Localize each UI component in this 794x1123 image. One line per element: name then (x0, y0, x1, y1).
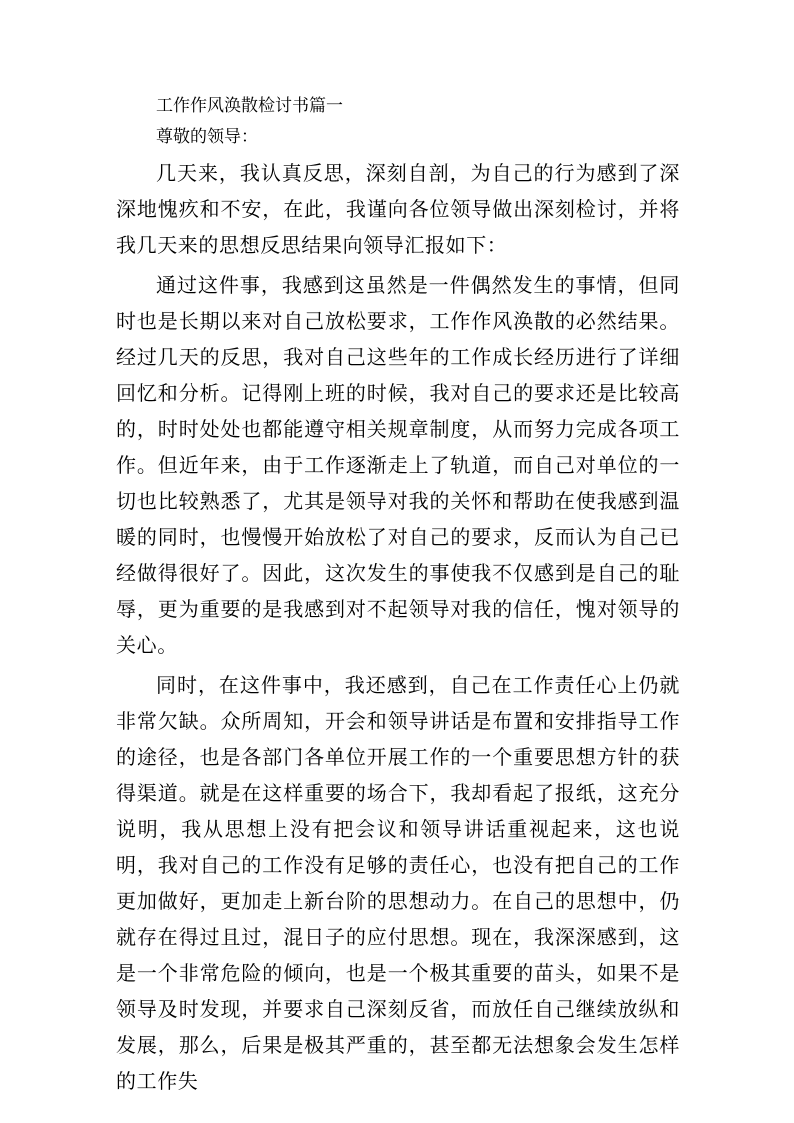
paragraph-2: 通过这件事，我感到这虽然是一件偶然发生的事情，但同时也是长期以来对自己放松要求，工作作风涣散的必然结果。经过几天的反思，我对自己这些年的工作成长经历进行了详细回忆和分析。记得刚上班的时候，我对自己的要求还是比较高的，时时处处也都能遵守相关规章制度，从而努力完成各项工作。但近年来，由于工作逐渐走上了轨道，而自己对单位的一切也比较熟悉了，尤其是领导对我的关怀和帮助在使我感到温暖的同时，也慢慢开始放松了对自己的要求，反而认为自己已经做得很好了。因此，这次发生的事使我不仅感到是自己的耻辱，更为重要的是我感到对不起领导对我的信任，愧对领导的关心。 (116, 273, 680, 657)
paragraph-3: 同时，在这件事中，我还感到，自己在工作责任心上仍就非常欠缺。众所周知，开会和领导讲话是布置和安排指导工作的途径，也是各部门各单位开展工作的一个重要思想方针的获得渠道。就是在这样重要的场合下，我却看起了报纸，这充分说明，我从思想上没有把会议和领导讲话重视起来，这也说明，我对自己的工作没有足够的责任心，也没有把自己的工作更加做好，更加走上新台阶的思想动力。在自己的思想中，仍就存在得过且过，混日子的应付思想。现在，我深深感到，这是一个非常危险的倾向，也是一个极其重要的苗头，如果不是领导及时发现，并要求自己深刻反省，而放任自己继续放纵和发展，那么，后果是极其严重的，甚至都无法想象会发生怎样的工作失 (116, 673, 680, 1093)
document-title: 工作作风涣散检讨书篇一 (156, 96, 343, 116)
salutation: 尊敬的领导： (156, 127, 258, 147)
document-body (116, 92, 680, 1099)
paragraph-1: 几天来，我认真反思，深刻自剖，为自己的行为感到了深深地愧疚和不安，在此，我谨向各位领导做出深刻检讨，并将我几天来的思想反思结果向领导汇报如下： (116, 161, 680, 257)
